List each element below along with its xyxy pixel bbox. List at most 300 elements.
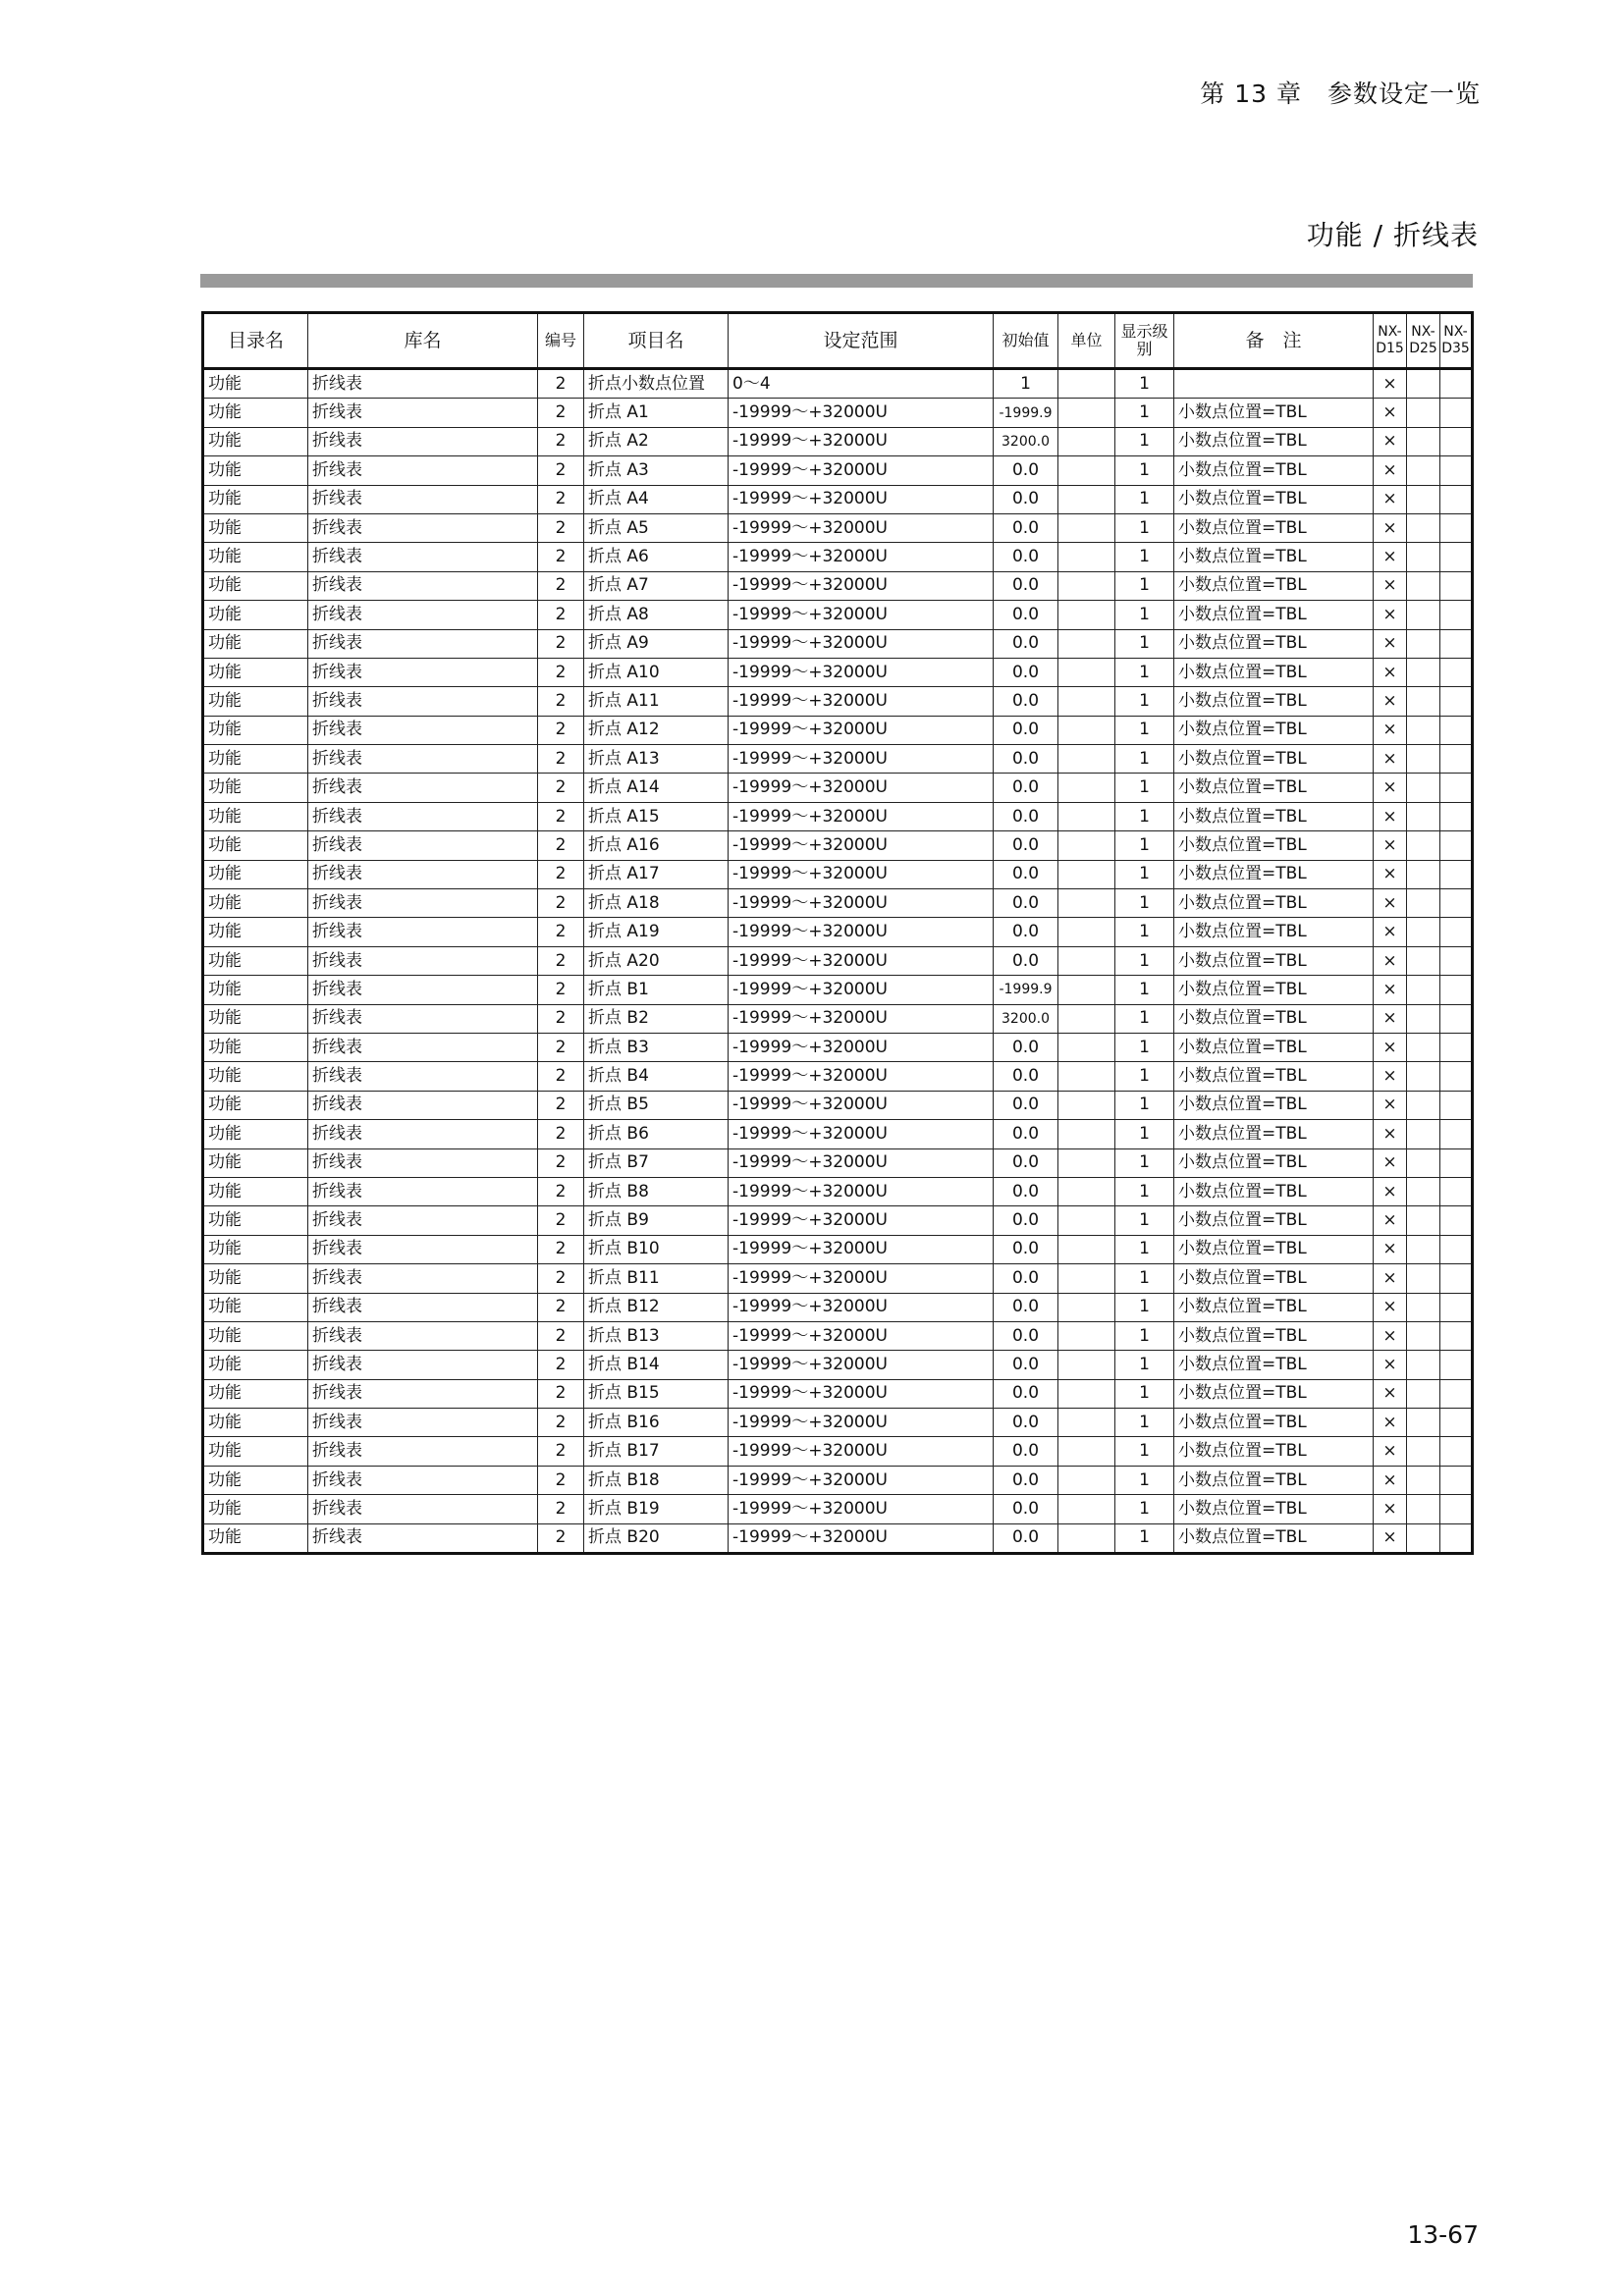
cell-unit (1058, 1120, 1115, 1148)
cell-initial: 0.0 (994, 802, 1058, 830)
cell-category: 功能 (203, 399, 308, 427)
cell-model-d25 (1407, 513, 1440, 542)
cell-level: 1 (1115, 802, 1174, 830)
cell-remarks: 小数点位置=TBL (1174, 1351, 1374, 1379)
cell-model-d15: × (1374, 543, 1407, 571)
cell-library: 折线表 (308, 716, 538, 744)
cell-model-d35 (1440, 976, 1473, 1004)
cell-number: 2 (538, 571, 584, 600)
cell-category: 功能 (203, 1177, 308, 1205)
table-row (203, 976, 1473, 1004)
cell-range: -19999～+32000U (729, 629, 994, 658)
cell-unit (1058, 513, 1115, 542)
cell-model-d35 (1440, 1120, 1473, 1148)
cell-model-d25 (1407, 687, 1440, 716)
cell-library: 折线表 (308, 1264, 538, 1293)
cell-model-d25 (1407, 1148, 1440, 1177)
table-row (203, 1235, 1473, 1263)
cell-number: 2 (538, 1033, 584, 1061)
cell-range: -19999～+32000U (729, 427, 994, 455)
cell-library: 折线表 (308, 1120, 538, 1148)
cell-initial: 0.0 (994, 745, 1058, 774)
cell-initial: 0.0 (994, 1437, 1058, 1466)
table-row (203, 601, 1473, 629)
table-row (203, 1495, 1473, 1523)
cell-model-d15: × (1374, 918, 1407, 946)
cell-number: 2 (538, 976, 584, 1004)
cell-model-d25 (1407, 399, 1440, 427)
cell-model-d25 (1407, 1206, 1440, 1235)
cell-remarks: 小数点位置=TBL (1174, 1120, 1374, 1148)
cell-item: 折点 A6 (584, 543, 729, 571)
cell-unit (1058, 860, 1115, 888)
cell-category: 功能 (203, 1523, 308, 1553)
cell-model-d35 (1440, 1004, 1473, 1033)
cell-item: 折点 A3 (584, 456, 729, 485)
cell-unit (1058, 1437, 1115, 1466)
cell-category: 功能 (203, 485, 308, 513)
cell-number: 2 (538, 1120, 584, 1148)
cell-model-d35 (1440, 601, 1473, 629)
cell-unit (1058, 629, 1115, 658)
cell-level: 1 (1115, 1033, 1174, 1061)
cell-model-d35 (1440, 716, 1473, 744)
cell-range: -19999～+32000U (729, 1177, 994, 1205)
cell-unit (1058, 601, 1115, 629)
table-row (203, 918, 1473, 946)
cell-library: 折线表 (308, 658, 538, 686)
cell-model-d35 (1440, 1293, 1473, 1321)
cell-number: 2 (538, 399, 584, 427)
cell-item: 折点 B8 (584, 1177, 729, 1205)
cell-model-d35 (1440, 1495, 1473, 1523)
table-row (203, 1177, 1473, 1205)
cell-model-d25 (1407, 658, 1440, 686)
cell-number: 2 (538, 745, 584, 774)
cell-model-d15: × (1374, 1379, 1407, 1408)
cell-model-d25 (1407, 860, 1440, 888)
cell-model-d15: × (1374, 1148, 1407, 1177)
cell-model-d15: × (1374, 1091, 1407, 1119)
cell-item: 折点 A15 (584, 802, 729, 830)
cell-library: 折线表 (308, 1004, 538, 1033)
cell-initial: 0.0 (994, 1409, 1058, 1437)
cell-level: 1 (1115, 629, 1174, 658)
table-row (203, 543, 1473, 571)
cell-unit (1058, 427, 1115, 455)
cell-model-d25 (1407, 427, 1440, 455)
cell-initial: 0.0 (994, 716, 1058, 744)
table-row (203, 946, 1473, 975)
cell-initial: 1 (994, 369, 1058, 399)
cell-category: 功能 (203, 427, 308, 455)
cell-range: -19999～+32000U (729, 946, 994, 975)
table-row (203, 1409, 1473, 1437)
cell-model-d35 (1440, 1062, 1473, 1091)
cell-remarks (1174, 369, 1374, 399)
cell-range: -19999～+32000U (729, 774, 994, 802)
cell-number: 2 (538, 1177, 584, 1205)
cell-initial: 0.0 (994, 658, 1058, 686)
cell-item: 折点 B2 (584, 1004, 729, 1033)
cell-item: 折点小数点位置 (584, 369, 729, 399)
cell-number: 2 (538, 1148, 584, 1177)
cell-model-d25 (1407, 1523, 1440, 1553)
header-model-d15: NX-D15 (1374, 313, 1407, 369)
cell-model-d25 (1407, 946, 1440, 975)
cell-model-d35 (1440, 485, 1473, 513)
page-number: 13-67 (1407, 2220, 1479, 2249)
cell-number: 2 (538, 860, 584, 888)
header-item: 项目名 (584, 313, 729, 369)
table-row (203, 658, 1473, 686)
cell-model-d15: × (1374, 369, 1407, 399)
cell-number: 2 (538, 1062, 584, 1091)
cell-number: 2 (538, 485, 584, 513)
header-level: 显示级别 (1115, 313, 1174, 369)
cell-model-d15: × (1374, 513, 1407, 542)
cell-library: 折线表 (308, 831, 538, 860)
cell-unit (1058, 571, 1115, 600)
cell-level: 1 (1115, 658, 1174, 686)
cell-library: 折线表 (308, 1321, 538, 1350)
cell-model-d25 (1407, 629, 1440, 658)
cell-range: -19999～+32000U (729, 716, 994, 744)
cell-item: 折点 B13 (584, 1321, 729, 1350)
title-divider (200, 274, 1473, 288)
cell-model-d35 (1440, 946, 1473, 975)
cell-unit (1058, 1004, 1115, 1033)
cell-model-d25 (1407, 1351, 1440, 1379)
table-row (203, 1379, 1473, 1408)
cell-initial: 0.0 (994, 1033, 1058, 1061)
cell-model-d25 (1407, 976, 1440, 1004)
cell-model-d15: × (1374, 1293, 1407, 1321)
cell-model-d25 (1407, 601, 1440, 629)
cell-model-d15: × (1374, 456, 1407, 485)
cell-category: 功能 (203, 745, 308, 774)
cell-initial: 0.0 (994, 456, 1058, 485)
cell-model-d25 (1407, 1437, 1440, 1466)
cell-model-d15: × (1374, 1120, 1407, 1148)
cell-library: 折线表 (308, 774, 538, 802)
cell-number: 2 (538, 1351, 584, 1379)
table-row (203, 629, 1473, 658)
cell-unit (1058, 456, 1115, 485)
cell-unit (1058, 1351, 1115, 1379)
cell-category: 功能 (203, 860, 308, 888)
table-row (203, 802, 1473, 830)
cell-remarks: 小数点位置=TBL (1174, 716, 1374, 744)
cell-unit (1058, 946, 1115, 975)
cell-initial: 0.0 (994, 860, 1058, 888)
cell-unit (1058, 802, 1115, 830)
cell-remarks: 小数点位置=TBL (1174, 1321, 1374, 1350)
cell-item: 折点 B19 (584, 1495, 729, 1523)
cell-initial: 0.0 (994, 889, 1058, 918)
cell-library: 折线表 (308, 629, 538, 658)
cell-remarks: 小数点位置=TBL (1174, 831, 1374, 860)
cell-level: 1 (1115, 1235, 1174, 1263)
cell-range: -19999～+32000U (729, 485, 994, 513)
cell-initial: 0.0 (994, 601, 1058, 629)
cell-level: 1 (1115, 716, 1174, 744)
cell-range: -19999～+32000U (729, 1004, 994, 1033)
header-category: 目录名 (203, 313, 308, 369)
cell-model-d35 (1440, 687, 1473, 716)
cell-number: 2 (538, 1293, 584, 1321)
cell-model-d15: × (1374, 571, 1407, 600)
cell-level: 1 (1115, 1466, 1174, 1494)
table-row (203, 687, 1473, 716)
cell-initial: 0.0 (994, 1091, 1058, 1119)
cell-model-d35 (1440, 658, 1473, 686)
cell-model-d35 (1440, 1466, 1473, 1494)
cell-model-d25 (1407, 1321, 1440, 1350)
cell-unit (1058, 1177, 1115, 1205)
cell-category: 功能 (203, 774, 308, 802)
section-title: 功能 / 折线表 (1306, 219, 1479, 251)
table-row (203, 1206, 1473, 1235)
cell-initial: 0.0 (994, 571, 1058, 600)
cell-remarks: 小数点位置=TBL (1174, 427, 1374, 455)
cell-category: 功能 (203, 629, 308, 658)
cell-level: 1 (1115, 427, 1174, 455)
cell-item: 折点 B18 (584, 1466, 729, 1494)
cell-model-d35 (1440, 427, 1473, 455)
cell-unit (1058, 918, 1115, 946)
cell-level: 1 (1115, 946, 1174, 975)
cell-remarks: 小数点位置=TBL (1174, 1293, 1374, 1321)
cell-item: 折点 A1 (584, 399, 729, 427)
cell-remarks: 小数点位置=TBL (1174, 1177, 1374, 1205)
cell-model-d35 (1440, 831, 1473, 860)
cell-unit (1058, 1148, 1115, 1177)
cell-category: 功能 (203, 456, 308, 485)
cell-initial: 0.0 (994, 1148, 1058, 1177)
table-row (203, 456, 1473, 485)
cell-level: 1 (1115, 889, 1174, 918)
cell-remarks: 小数点位置=TBL (1174, 976, 1374, 1004)
table-row (203, 1264, 1473, 1293)
cell-remarks: 小数点位置=TBL (1174, 1466, 1374, 1494)
cell-level: 1 (1115, 1351, 1174, 1379)
cell-unit (1058, 485, 1115, 513)
cell-number: 2 (538, 774, 584, 802)
cell-number: 2 (538, 601, 584, 629)
cell-level: 1 (1115, 1379, 1174, 1408)
cell-category: 功能 (203, 571, 308, 600)
cell-model-d35 (1440, 1033, 1473, 1061)
cell-model-d35 (1440, 543, 1473, 571)
cell-initial: 0.0 (994, 1120, 1058, 1148)
cell-category: 功能 (203, 369, 308, 399)
cell-unit (1058, 1379, 1115, 1408)
cell-level: 1 (1115, 860, 1174, 888)
cell-model-d25 (1407, 543, 1440, 571)
cell-item: 折点 B7 (584, 1148, 729, 1177)
cell-level: 1 (1115, 601, 1174, 629)
cell-model-d15: × (1374, 687, 1407, 716)
cell-model-d35 (1440, 513, 1473, 542)
cell-initial: 0.0 (994, 1379, 1058, 1408)
cell-library: 折线表 (308, 399, 538, 427)
header-model-d25: NX-D25 (1407, 313, 1440, 369)
cell-initial: 0.0 (994, 946, 1058, 975)
cell-item: 折点 A5 (584, 513, 729, 542)
table-row (203, 513, 1473, 542)
cell-remarks: 小数点位置=TBL (1174, 658, 1374, 686)
cell-remarks: 小数点位置=TBL (1174, 1523, 1374, 1553)
cell-range: -19999～+32000U (729, 1235, 994, 1263)
cell-unit (1058, 369, 1115, 399)
cell-level: 1 (1115, 918, 1174, 946)
cell-remarks: 小数点位置=TBL (1174, 1206, 1374, 1235)
cell-model-d15: × (1374, 802, 1407, 830)
cell-unit (1058, 831, 1115, 860)
cell-remarks: 小数点位置=TBL (1174, 1264, 1374, 1293)
cell-range: -19999～+32000U (729, 571, 994, 600)
cell-unit (1058, 1206, 1115, 1235)
cell-remarks: 小数点位置=TBL (1174, 399, 1374, 427)
cell-model-d25 (1407, 889, 1440, 918)
cell-level: 1 (1115, 687, 1174, 716)
table-row (203, 1091, 1473, 1119)
cell-level: 1 (1115, 1264, 1174, 1293)
cell-remarks: 小数点位置=TBL (1174, 889, 1374, 918)
cell-model-d15: × (1374, 716, 1407, 744)
cell-library: 折线表 (308, 745, 538, 774)
cell-number: 2 (538, 1091, 584, 1119)
cell-remarks: 小数点位置=TBL (1174, 860, 1374, 888)
cell-model-d15: × (1374, 1495, 1407, 1523)
cell-range: -19999～+32000U (729, 1409, 994, 1437)
cell-category: 功能 (203, 513, 308, 542)
cell-remarks: 小数点位置=TBL (1174, 456, 1374, 485)
cell-level: 1 (1115, 1177, 1174, 1205)
cell-initial: 0.0 (994, 513, 1058, 542)
cell-model-d35 (1440, 802, 1473, 830)
cell-unit (1058, 687, 1115, 716)
cell-model-d15: × (1374, 658, 1407, 686)
cell-item: 折点 A2 (584, 427, 729, 455)
cell-model-d15: × (1374, 1004, 1407, 1033)
cell-number: 2 (538, 889, 584, 918)
cell-level: 1 (1115, 1293, 1174, 1321)
cell-range: -19999～+32000U (729, 456, 994, 485)
cell-model-d25 (1407, 1409, 1440, 1437)
cell-remarks: 小数点位置=TBL (1174, 802, 1374, 830)
cell-library: 折线表 (308, 485, 538, 513)
cell-level: 1 (1115, 774, 1174, 802)
cell-remarks: 小数点位置=TBL (1174, 1004, 1374, 1033)
cell-range: 0～4 (729, 369, 994, 399)
cell-level: 1 (1115, 1437, 1174, 1466)
cell-level: 1 (1115, 571, 1174, 600)
cell-range: -19999～+32000U (729, 687, 994, 716)
cell-item: 折点 A20 (584, 946, 729, 975)
cell-model-d35 (1440, 1206, 1473, 1235)
table-row (203, 1148, 1473, 1177)
cell-item: 折点 A7 (584, 571, 729, 600)
cell-level: 1 (1115, 745, 1174, 774)
cell-model-d25 (1407, 369, 1440, 399)
cell-remarks: 小数点位置=TBL (1174, 687, 1374, 716)
cell-category: 功能 (203, 1321, 308, 1350)
cell-range: -19999～+32000U (729, 889, 994, 918)
cell-library: 折线表 (308, 513, 538, 542)
cell-unit (1058, 1466, 1115, 1494)
cell-remarks: 小数点位置=TBL (1174, 543, 1374, 571)
chapter-header: 第 13 章 参数设定一览 (1200, 80, 1481, 108)
cell-level: 1 (1115, 485, 1174, 513)
cell-category: 功能 (203, 1235, 308, 1263)
cell-remarks: 小数点位置=TBL (1174, 1033, 1374, 1061)
cell-range: -19999～+32000U (729, 1293, 994, 1321)
cell-category: 功能 (203, 1004, 308, 1033)
cell-item: 折点 A11 (584, 687, 729, 716)
cell-remarks: 小数点位置=TBL (1174, 946, 1374, 975)
cell-unit (1058, 1495, 1115, 1523)
table-body (203, 369, 1473, 1554)
cell-level: 1 (1115, 1321, 1174, 1350)
cell-number: 2 (538, 1495, 584, 1523)
cell-item: 折点 B20 (584, 1523, 729, 1553)
cell-initial: 0.0 (994, 629, 1058, 658)
cell-category: 功能 (203, 1351, 308, 1379)
table-row (203, 1437, 1473, 1466)
cell-number: 2 (538, 513, 584, 542)
cell-level: 1 (1115, 1120, 1174, 1148)
cell-remarks: 小数点位置=TBL (1174, 1091, 1374, 1119)
cell-item: 折点 A16 (584, 831, 729, 860)
cell-level: 1 (1115, 1091, 1174, 1119)
cell-model-d15: × (1374, 629, 1407, 658)
cell-category: 功能 (203, 1148, 308, 1177)
cell-model-d25 (1407, 485, 1440, 513)
cell-model-d15: × (1374, 1437, 1407, 1466)
cell-item: 折点 B17 (584, 1437, 729, 1466)
cell-model-d15: × (1374, 1523, 1407, 1553)
cell-initial: 3200.0 (994, 427, 1058, 455)
cell-item: 折点 B12 (584, 1293, 729, 1321)
cell-initial: 0.0 (994, 1351, 1058, 1379)
cell-unit (1058, 1523, 1115, 1553)
cell-library: 折线表 (308, 1062, 538, 1091)
cell-model-d35 (1440, 1177, 1473, 1205)
cell-category: 功能 (203, 601, 308, 629)
cell-remarks: 小数点位置=TBL (1174, 1409, 1374, 1437)
cell-unit (1058, 1293, 1115, 1321)
cell-remarks: 小数点位置=TBL (1174, 513, 1374, 542)
cell-remarks: 小数点位置=TBL (1174, 745, 1374, 774)
cell-library: 折线表 (308, 1437, 538, 1466)
cell-category: 功能 (203, 1379, 308, 1408)
cell-library: 折线表 (308, 1523, 538, 1553)
cell-range: -19999～+32000U (729, 1120, 994, 1148)
cell-model-d35 (1440, 399, 1473, 427)
cell-range: -19999～+32000U (729, 399, 994, 427)
cell-item: 折点 B14 (584, 1351, 729, 1379)
cell-remarks: 小数点位置=TBL (1174, 629, 1374, 658)
cell-initial: 0.0 (994, 1466, 1058, 1494)
cell-unit (1058, 1091, 1115, 1119)
cell-item: 折点 A13 (584, 745, 729, 774)
cell-model-d25 (1407, 1235, 1440, 1263)
cell-model-d35 (1440, 571, 1473, 600)
header-range: 设定范围 (729, 313, 994, 369)
cell-level: 1 (1115, 543, 1174, 571)
